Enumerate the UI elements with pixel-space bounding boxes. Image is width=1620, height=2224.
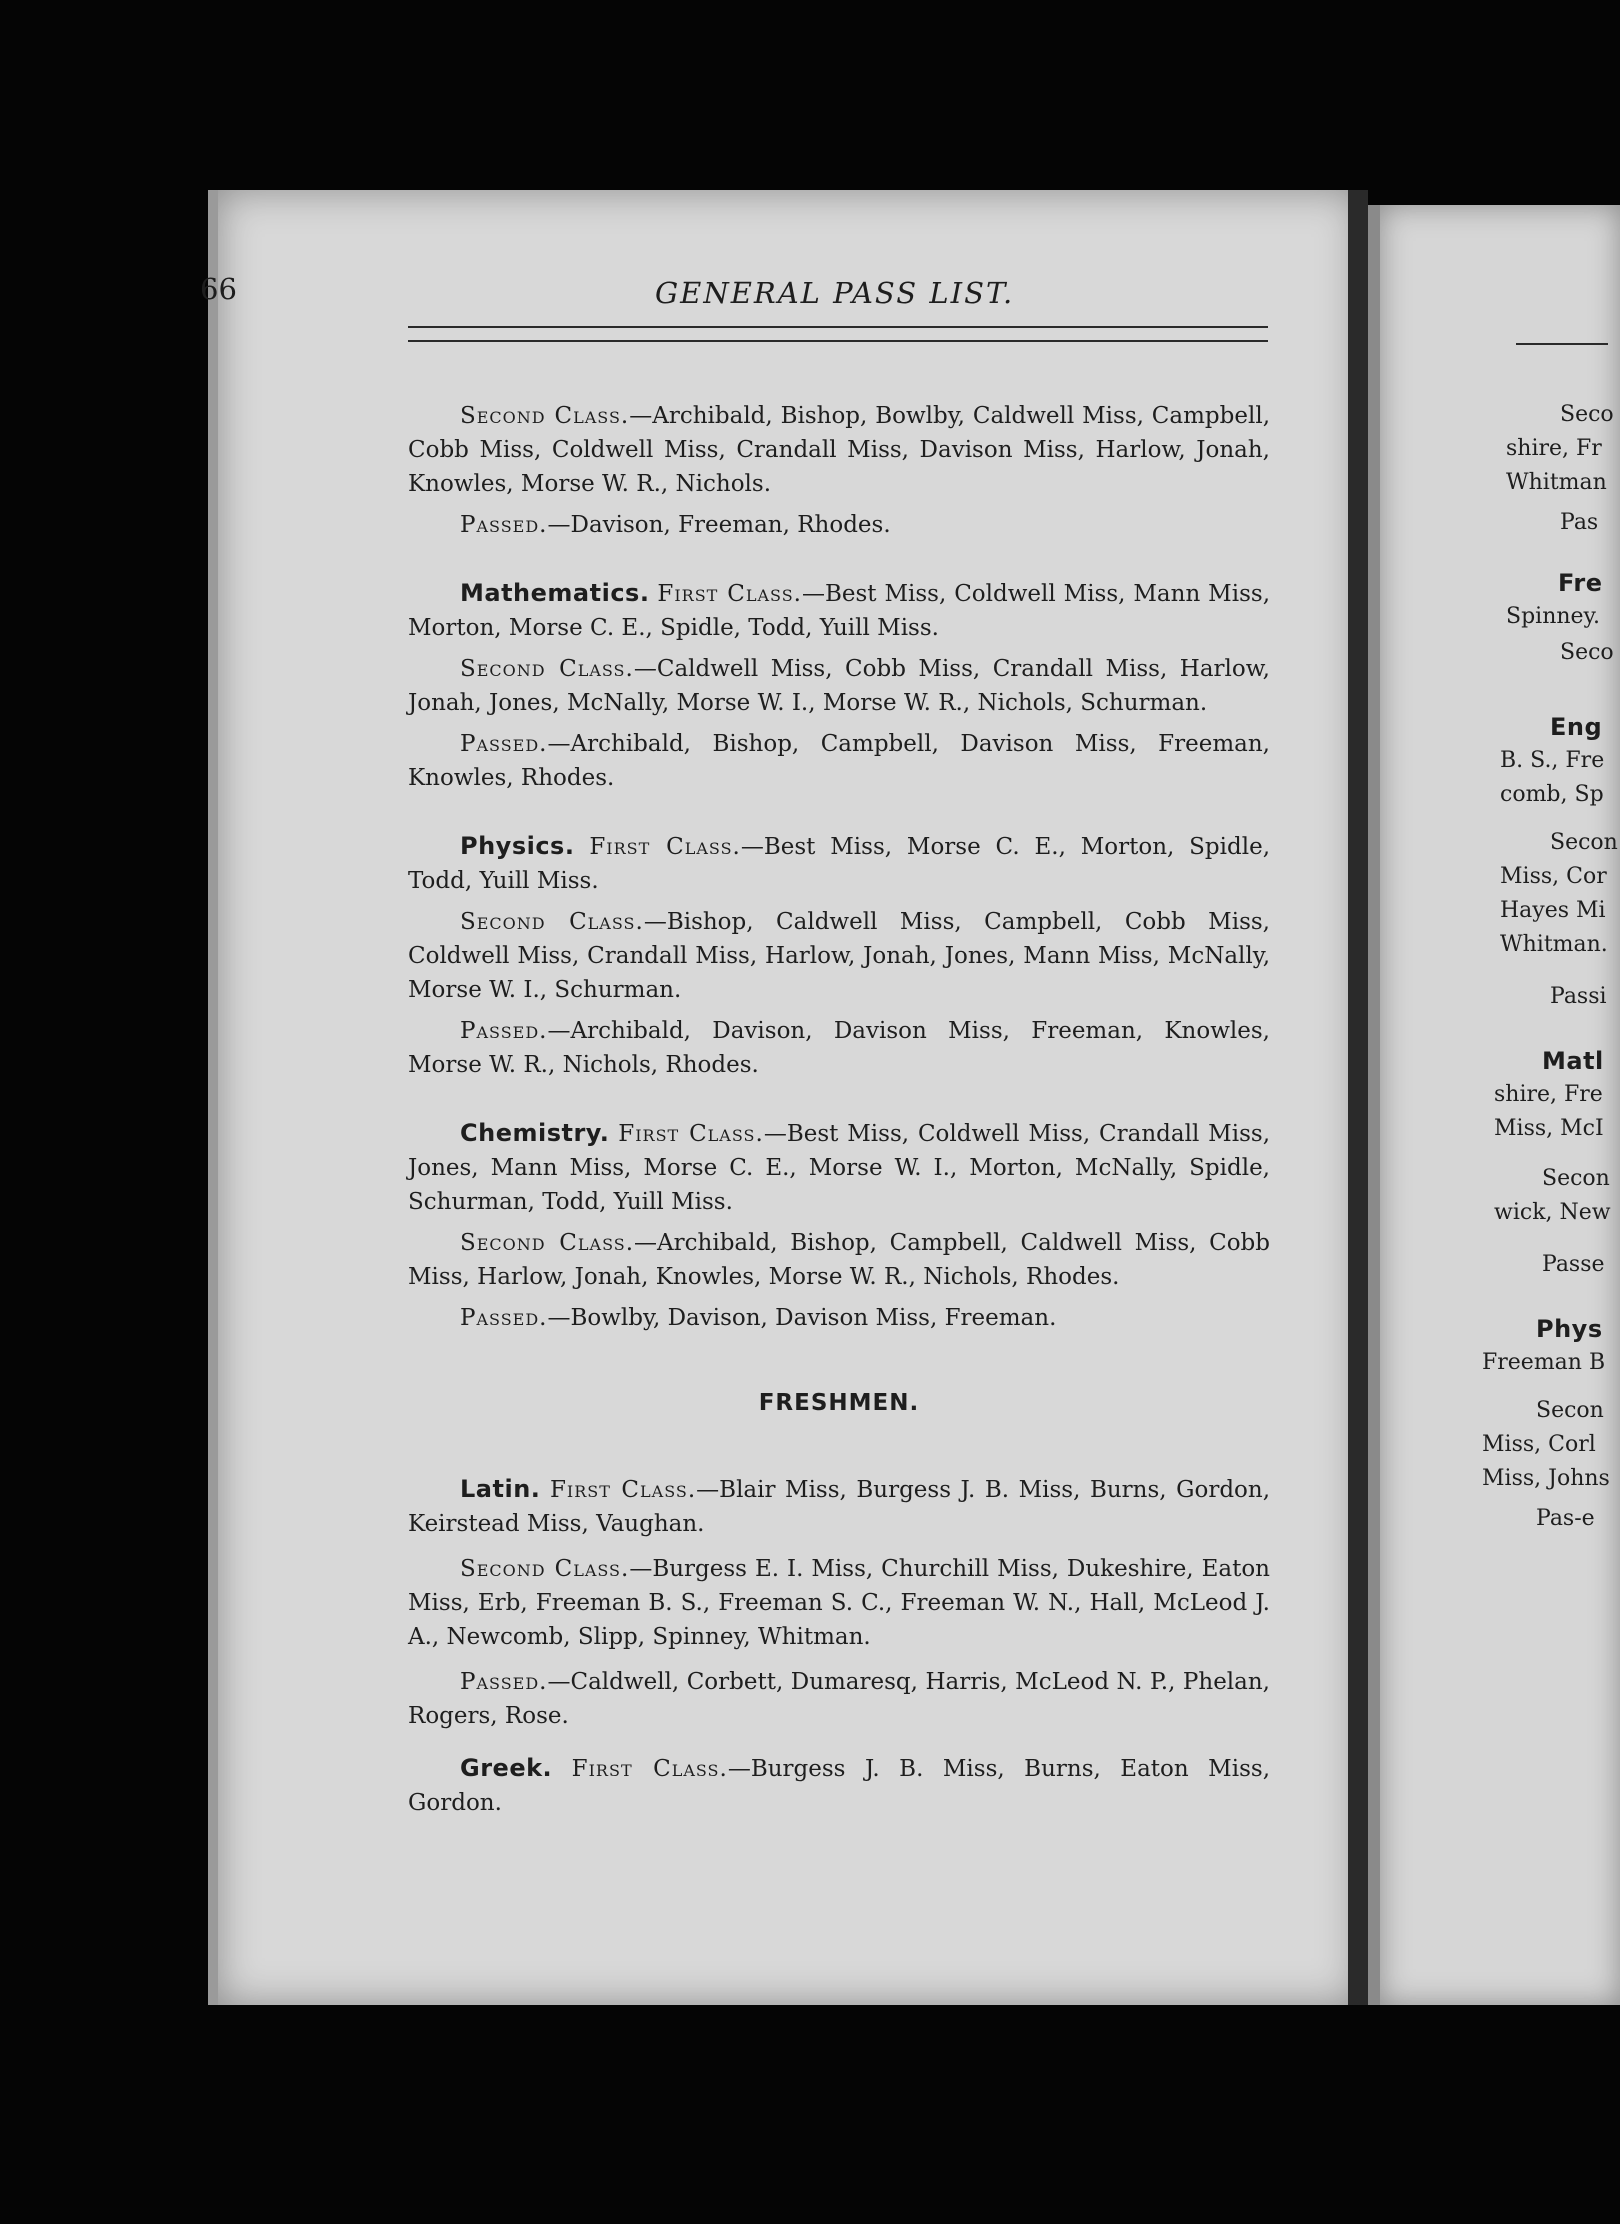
block-physics-second bbox=[408, 904, 1270, 1007]
section-heading-freshmen: FRESHMEN. bbox=[758, 1390, 920, 1416]
class-label: Passed. bbox=[460, 1669, 548, 1695]
subject-label: Mathematics. bbox=[460, 579, 650, 607]
book-gutter bbox=[1348, 190, 1368, 2005]
names-text: —Best Miss, Coldwell Miss, Mann Miss, Morton, Morse C. E., Spidle, Todd, Yuill Miss. bbox=[408, 581, 1271, 641]
block-second-class-1 bbox=[408, 398, 1270, 501]
facing-fragment: wick, New bbox=[1494, 1200, 1611, 1225]
names-text: —Archibald, Bishop, Campbell, Davison Miss, Freeman, Knowles, Rhodes. bbox=[408, 731, 1270, 791]
class-label: Passed. bbox=[460, 512, 548, 538]
block-chemistry-first bbox=[408, 1116, 1270, 1219]
class-label: Second Class. bbox=[460, 656, 634, 682]
facing-header-rule bbox=[1516, 343, 1608, 345]
facing-fragment: B. S., Fre bbox=[1500, 748, 1605, 773]
class-label: Passed. bbox=[460, 1305, 548, 1331]
block-latin-first bbox=[408, 1472, 1270, 1541]
class-label: Passed. bbox=[460, 731, 548, 757]
class-label: Second Class. bbox=[460, 1556, 630, 1582]
facing-fragment: Seco bbox=[1560, 640, 1614, 665]
header-rule-bottom bbox=[408, 340, 1268, 342]
names-text: —Caldwell Miss, Cobb Miss, Crandall Miss, Harlow, Jonah, Jones, McNally, Morse W. I., Morse W. R., Nichols, Schurman. bbox=[408, 656, 1270, 716]
block-mathematics-second bbox=[408, 651, 1270, 720]
class-label: First Class. bbox=[549, 1477, 697, 1503]
running-title: GENERAL PASS LIST. bbox=[655, 276, 1015, 310]
names-text: —Archibald, Bishop, Bowlby, Caldwell Miss, Campbell, Cobb Miss, Coldwell Miss, Crandall Miss, Davison Miss, Harlow, Jonah, Knowles, Morse W. R., Nichols. bbox=[408, 403, 1271, 497]
block-chemistry-second bbox=[408, 1225, 1270, 1294]
names-text: —Bishop, Caldwell Miss, Campbell, Cobb Miss, Coldwell Miss, Crandall Miss, Harlow, Jonah, Jones, Mann Miss, McNally, Morse W. I., Schurman. bbox=[408, 909, 1270, 1003]
facing-fragment: Freeman B bbox=[1482, 1350, 1606, 1375]
facing-fragment: Phys bbox=[1536, 1315, 1603, 1343]
header-rule-top bbox=[408, 326, 1268, 328]
facing-fragment: Miss, Cor bbox=[1500, 864, 1607, 889]
facing-fragment: Fre bbox=[1558, 569, 1603, 597]
block-mathematics-first bbox=[408, 576, 1270, 645]
facing-fragment: Miss, McI bbox=[1494, 1116, 1604, 1141]
block-chemistry-passed bbox=[408, 1300, 1270, 1335]
names-text: —Archibald, Davison, Davison Miss, Freeman, Knowles, Morse W. R., Nichols, Rhodes. bbox=[408, 1018, 1270, 1078]
facing-fragment: Pas bbox=[1560, 510, 1599, 535]
facing-fragment: Passi bbox=[1550, 984, 1607, 1009]
block-latin-passed bbox=[408, 1664, 1270, 1733]
block-greek-first bbox=[408, 1751, 1270, 1820]
block-mathematics-passed bbox=[408, 726, 1270, 795]
names-text: —Burgess E. I. Miss, Churchill Miss, Dukeshire, Eaton Miss, Erb, Freeman B. S., Freeman S. C., Freeman W. N., Hall, McLeod J. A., Newcomb, Slipp, Spinney, Whitman. bbox=[408, 1556, 1270, 1650]
facing-fragment: shire, Fr bbox=[1506, 436, 1602, 461]
class-label: Second Class. bbox=[460, 909, 644, 935]
names-text: —Best Miss, Morse C. E., Morton, Spidle, Todd, Yuill Miss. bbox=[408, 834, 1271, 894]
page-number: 66 bbox=[200, 272, 237, 306]
facing-fragment: Hayes Mi bbox=[1500, 898, 1606, 923]
subject-label: Chemistry. bbox=[460, 1119, 610, 1147]
facing-fragment: Secon bbox=[1536, 1398, 1604, 1423]
class-label: Second Class. bbox=[460, 403, 630, 429]
facing-fragment: Miss, Corl bbox=[1482, 1432, 1596, 1457]
facing-fragment: Matl bbox=[1542, 1047, 1604, 1075]
block-latin-second bbox=[408, 1551, 1270, 1654]
subject-label: Greek. bbox=[460, 1754, 553, 1782]
class-label: First Class. bbox=[571, 1756, 728, 1782]
facing-fragment: comb, Sp bbox=[1500, 782, 1604, 807]
names-text: —Caldwell, Corbett, Dumaresq, Harris, McLeod N. P., Phelan, Rogers, Rose. bbox=[408, 1669, 1270, 1729]
facing-fragment: Spinney. bbox=[1506, 604, 1601, 629]
upper-blocks bbox=[408, 398, 1270, 1335]
facing-fragment: Secon bbox=[1542, 1166, 1610, 1191]
class-label: Second Class. bbox=[460, 1230, 635, 1256]
subject-label: Physics. bbox=[460, 832, 575, 860]
facing-fragment: Seco bbox=[1560, 402, 1614, 427]
subject-label: Latin. bbox=[460, 1475, 541, 1503]
freshmen-blocks bbox=[408, 1472, 1270, 1820]
names-text: —Burgess J. B. Miss, Burns, Eaton Miss, Gordon. bbox=[408, 1756, 1270, 1816]
facing-fragment: Passe bbox=[1542, 1252, 1605, 1277]
facing-fragment: Pas-e bbox=[1536, 1506, 1595, 1531]
class-label: Passed. bbox=[460, 1018, 548, 1044]
facing-fragment: shire, Fre bbox=[1494, 1082, 1603, 1107]
class-label: First Class. bbox=[589, 834, 741, 860]
block-physics-passed bbox=[408, 1013, 1270, 1082]
names-text: —Bowlby, Davison, Davison Miss, Freeman. bbox=[547, 1305, 1057, 1331]
facing-fragment: Eng bbox=[1550, 713, 1603, 741]
block-passed-1 bbox=[408, 507, 1270, 542]
block-physics-first bbox=[408, 829, 1270, 898]
facing-fragment: Miss, Johns bbox=[1482, 1466, 1610, 1491]
names-text: —Best Miss, Coldwell Miss, Crandall Miss, Jones, Mann Miss, Morse C. E., Morse W. I., Morton, McNally, Spidle, Schurman, Todd, Yuill Miss. bbox=[408, 1121, 1270, 1215]
names-text: —Davison, Freeman, Rhodes. bbox=[547, 512, 891, 538]
facing-fragment: Whitman. bbox=[1500, 932, 1608, 957]
class-label: First Class. bbox=[657, 581, 802, 607]
facing-fragment: Secon bbox=[1550, 830, 1618, 855]
names-text: —Blair Miss, Burgess J. B. Miss, Burns, Gordon, Keirstead Miss, Vaughan. bbox=[408, 1477, 1271, 1537]
names-text: —Archibald, Bishop, Campbell, Caldwell Miss, Cobb Miss, Harlow, Jonah, Knowles, Morse W. R., Nichols, Rhodes. bbox=[408, 1230, 1271, 1290]
facing-fragment: Whitman bbox=[1506, 470, 1607, 495]
facing-page-text bbox=[1482, 398, 1618, 1598]
class-label: First Class. bbox=[618, 1121, 764, 1147]
